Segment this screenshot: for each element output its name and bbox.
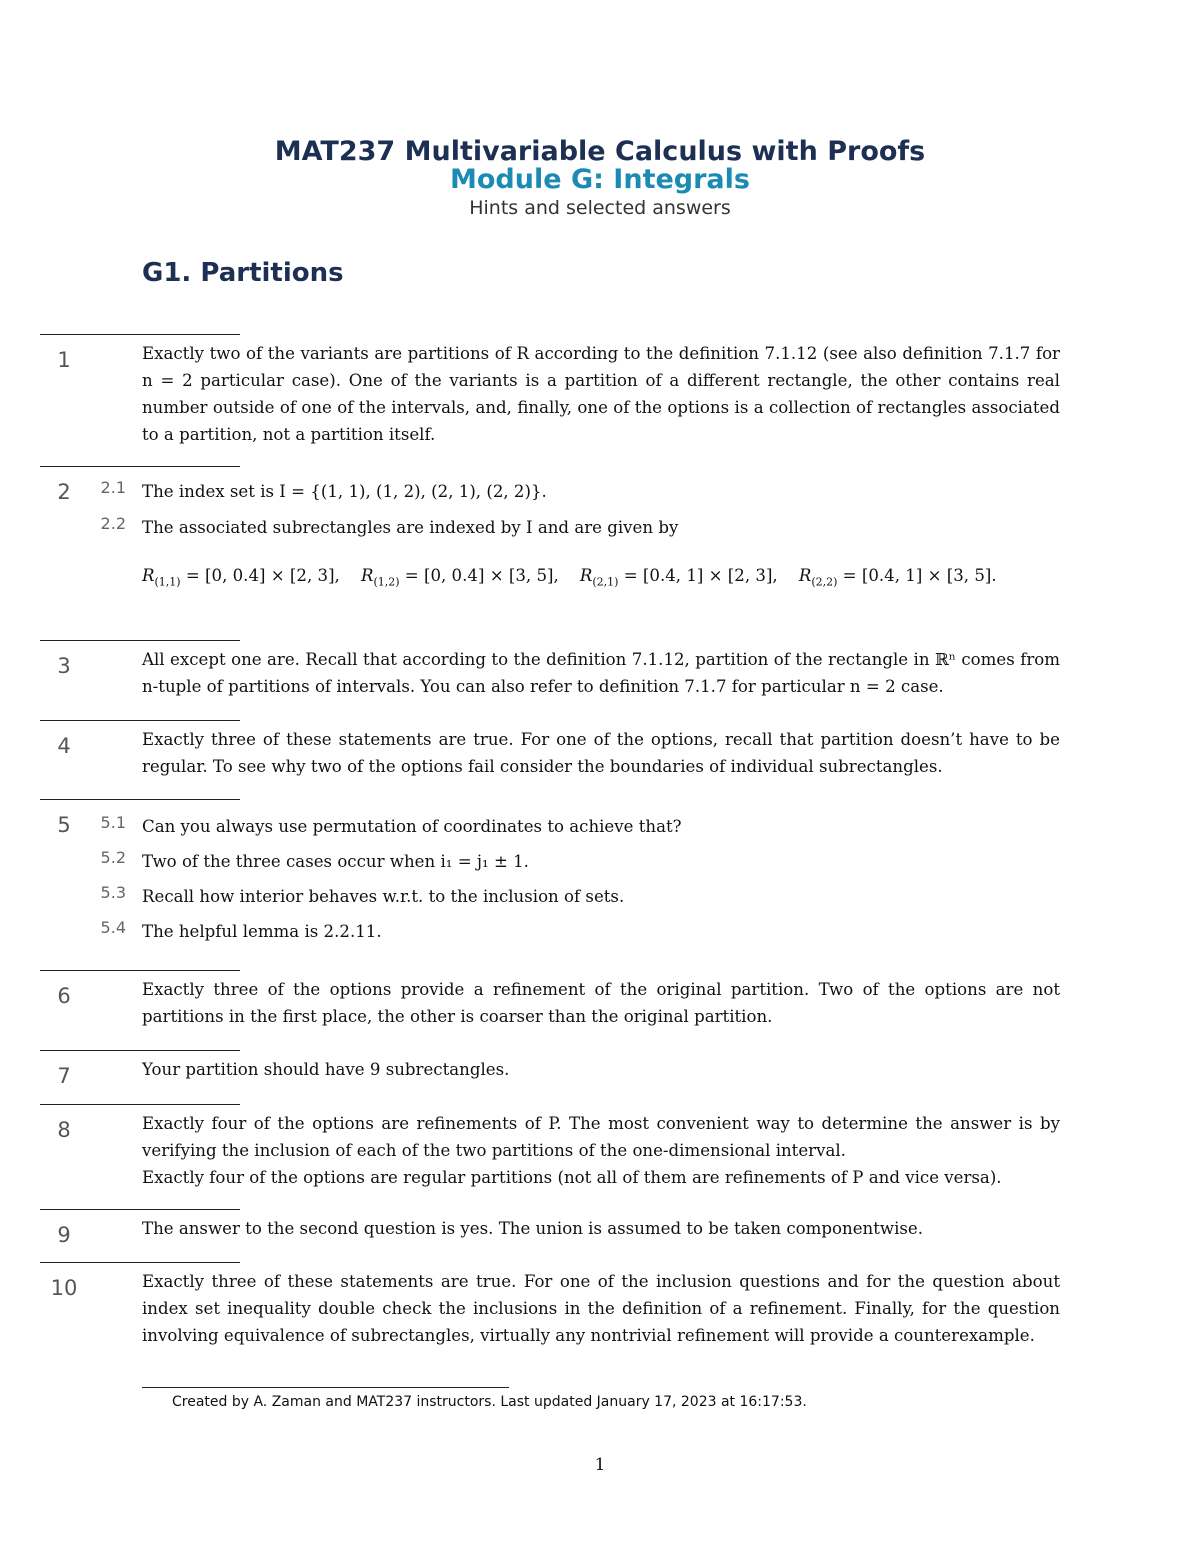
subpart-hint: Recall how interior behaves w.r.t. to the inclusion of sets. bbox=[142, 887, 625, 906]
problem-number: 6 bbox=[57, 984, 71, 1008]
problem-number: 5 bbox=[57, 813, 71, 837]
module-title: Module G: Integrals bbox=[450, 164, 750, 195]
section-heading: G1. Partitions bbox=[142, 258, 344, 288]
footnote-divider bbox=[142, 1387, 509, 1388]
problem-divider bbox=[40, 1209, 240, 1210]
subpart-number: 5.2 bbox=[100, 848, 126, 867]
problem-number: 1 bbox=[57, 348, 71, 372]
problem-divider bbox=[40, 1104, 240, 1105]
formula-term: $R_{(2,1)} = [0.4$, 1] × [2, 3], bbox=[579, 566, 778, 589]
problem-divider bbox=[40, 466, 240, 467]
problem-number: 9 bbox=[57, 1223, 71, 1247]
subpart-number: 5.4 bbox=[100, 918, 126, 937]
problem-divider bbox=[40, 970, 240, 971]
formula-term: $R_{(2,2)} = [0.4$, 1] × [3, 5]. bbox=[798, 566, 997, 589]
subpart-hint: Can you always use permutation of coordinates to achieve that? bbox=[142, 817, 682, 836]
subpart-hint: The helpful lemma is 2.2.11. bbox=[142, 922, 382, 941]
problem-hint: Exactly four of the options are refinements of P. The most convenient way to determine the answer is by verifying the inclusion of each of the two partitions of the one-dimensional interval. bbox=[142, 1114, 1060, 1160]
problem-hint: Exactly two of the variants are partitions of R according to the definition 7.1.12 (see also definition 7.1.7 for n = 2 particular case). One of the variants is a partition of a different rectangle, the other contains real number outside of one of the intervals, and, finally, one of the options is a collection of rectangles associated to a partition, not a partition itself. bbox=[142, 344, 1060, 444]
subpart-number: 5.1 bbox=[100, 813, 126, 832]
problem-hint: Exactly three of the options provide a refinement of the original partition. Two of the options are not partitions in the first place, the other is coarser than the original partition. bbox=[142, 980, 1060, 1026]
subpart-number: 2.1 bbox=[100, 478, 126, 497]
problem-hint: All except one are. Recall that according to the definition 7.1.12, partition of the rectangle in ℝⁿ comes from n-tuple of partitions of intervals. You can also refer to definition 7.1.7 for particular n = 2 case. bbox=[142, 650, 1060, 696]
page-number: 1 bbox=[594, 1455, 606, 1475]
problem-divider bbox=[40, 640, 240, 641]
problem-hint: Your partition should have 9 subrectangles. bbox=[142, 1060, 510, 1079]
problem-hint: The answer to the second question is yes. The union is assumed to be taken componentwise. bbox=[142, 1219, 924, 1238]
problem-divider bbox=[40, 799, 240, 800]
problem-number: 7 bbox=[57, 1064, 71, 1088]
subpart-hint: The index set is I = {(1, 1), (1, 2), (2, 1), (2, 2)}. bbox=[142, 482, 547, 501]
problem-divider bbox=[40, 1262, 240, 1263]
subrectangle-formula bbox=[142, 566, 1060, 588]
problem-divider bbox=[40, 720, 240, 721]
document-subtitle: Hints and selected answers bbox=[469, 197, 731, 219]
problem-hint-continued: Exactly four of the options are regular partitions (not all of them are refinements of P and vice versa). bbox=[142, 1168, 1002, 1187]
document-title: MAT237 Multivariable Calculus with Proofs bbox=[274, 136, 926, 167]
footnote: Created by A. Zaman and MAT237 instructors. Last updated January 17, 2023 at 16:17:53. bbox=[172, 1394, 807, 1410]
formula-term: $R_{(1,1)} = [0$, 0.4] × [2, 3], bbox=[142, 566, 340, 589]
subpart-hint: The associated subrectangles are indexed by I and are given by bbox=[142, 518, 679, 537]
problem-hint: Exactly three of these statements are true. For one of the inclusion questions and for the question about index set inequality double check the inclusions in the definition of a refinement. Finally, for the question involving equivalence of subrectangles, virtually any nontrivial refinement will provide a counterexample. bbox=[142, 1272, 1060, 1345]
formula-term: $R_{(1,2)} = [0$, 0.4] × [3, 5], bbox=[360, 566, 559, 589]
subpart-number: 5.3 bbox=[100, 883, 126, 902]
problem-divider bbox=[40, 334, 240, 335]
problem-number: 4 bbox=[57, 734, 71, 758]
problem-divider bbox=[40, 1050, 240, 1051]
subpart-hint: Two of the three cases occur when i₁ = j₁ ± 1. bbox=[142, 852, 529, 871]
problem-number: 3 bbox=[57, 654, 71, 678]
problem-number: 10 bbox=[50, 1276, 78, 1300]
problem-hint: Exactly three of these statements are true. For one of the options, recall that partition doesn’t have to be regular. To see why two of the options fail consider the boundaries of individual subrectangles. bbox=[142, 730, 1060, 776]
problem-number: 2 bbox=[57, 480, 71, 504]
subpart-number: 2.2 bbox=[100, 514, 126, 533]
problem-number: 8 bbox=[57, 1118, 71, 1142]
